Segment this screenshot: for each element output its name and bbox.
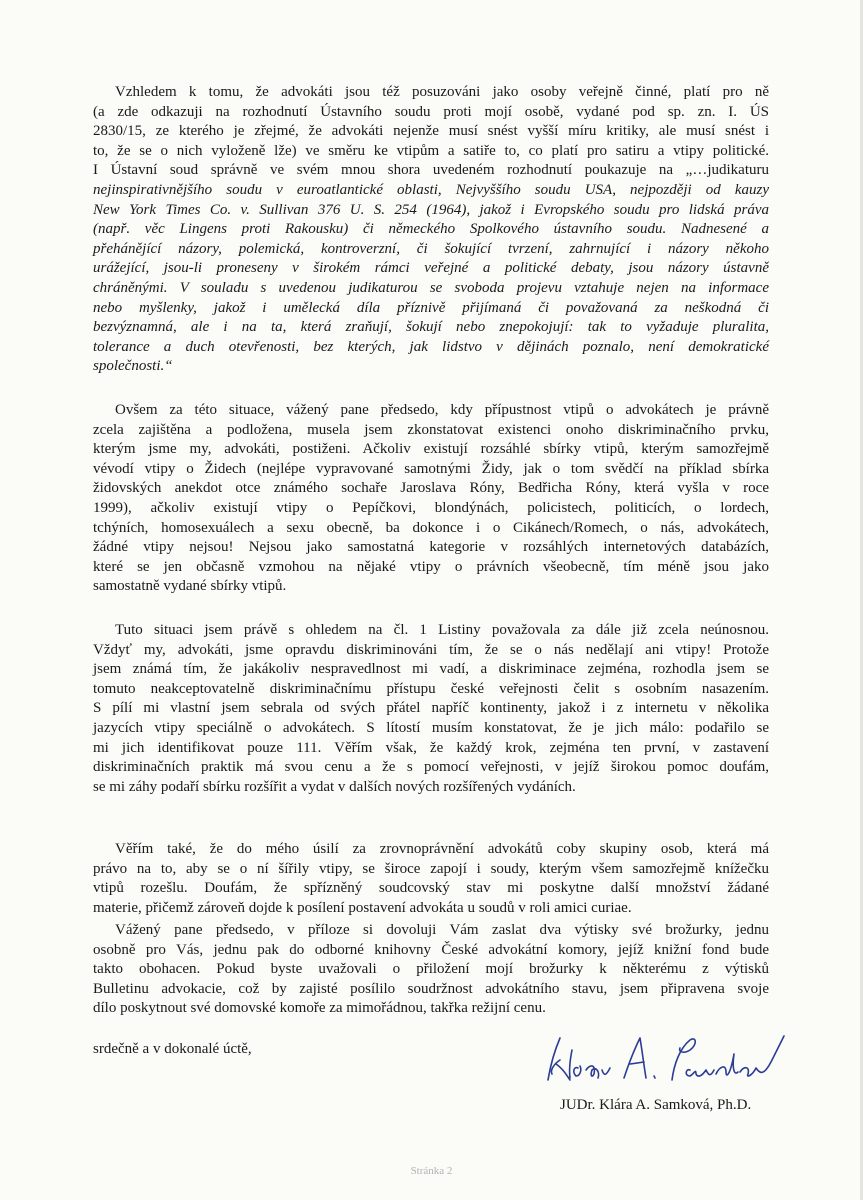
text-line: nebo myšlenky, jakož i umělecká díla příznivě přijímaná či považovaná za neškodná či [93,299,769,316]
text-line: Tuto situaci jsem právě s ohledem na čl. 1 Listiny považovala za dále již zcela neúnosnou. [115,622,769,638]
text-line: New York Times Co. v. Sullivan 376 U. S. 254 (1964), jakož i Evropského soudu pro lidská práva [93,201,769,218]
paragraph-request [93,921,769,1019]
paragraph-discrimination [93,401,769,597]
text-line: jazycích vtipy speciálně o advokátech. S lítostí musím konstatovat, že je jich málo: podařilo se [93,719,769,736]
text-line: tomuto neakceptovatelně diskriminačnímu přístupu české veřejnosti čelit s osobním nasazením. [93,680,769,697]
text-line: 2830/15, ze kterého je zřejmé, že advokáti nejenže musí snést vyšší míru kritiky, ale musí snést i [93,123,769,140]
text-line: to, že se o nich vyloženě lže) ve směru ke vtipům a satiře to, co platí pro satiru a vtipy politické. [93,142,769,159]
text-line: Vždyť my, advokáti, jsme opravdu diskriminováni tím, že se o nás nedělají ani vtipy! Protože [93,641,769,658]
text-line: Ovšem za této situace, vážený pane předsedo, kdy přípustnost vtipů o advokátech je právně [115,402,769,418]
text-line: Vážený pane předsedo, v příloze si dovoluji Vám zaslat dva výtisky své brožurky, jednu [115,922,769,938]
text-line: bezvýznamná, ale i na ta, která zraňují, šokují nebo znepokojují: tak to vyžaduje pluralita, [93,319,769,336]
text-line: nejinspirativnějšího soudu v euroatlantické oblasti, Nejvyššího soudu USA, nejpozději od kauzy [93,181,769,198]
text-line: (např. věc Lingens proti Rakousku) či německého Spolkového ústavního soudu. Nadnesené a [93,221,769,238]
text-line: samostatně vydané sbírky vtipů. [93,578,287,595]
text-line: kterým jsme my, advokáti, postiženi. Ačkoliv existují rozsáhlé sbírky vtipů, kterým samozřejmě [93,441,769,458]
text-line: I Ústavní soud správně ve svém mnou shora uvedeném rozhodnutí poukazuje na „…judikaturu [93,162,769,179]
handwritten-signature [540,1030,800,1092]
paragraph-jurisprudence [93,83,769,377]
text-line: zcela zajištěna a podložena, musela jsem zkonstatovat existenci onoho diskriminačního prvku, [93,421,769,438]
text-line: které se jen občasně vzmohou na nějaké vtipy o právních všeobecně, tím méně jsou jako [93,558,769,575]
text-line: takto obohacen. Pokud byste uvažovali o přiložení mojí brožurky k některému z výtisků [93,961,769,978]
text-line: vévodí vtipy o Židech (nejlépe vypravované samotnými Židy, jak o tom svědčí na příklad sbírka [93,460,769,477]
signer-name: JUDr. Klára A. Samková, Ph.D. [560,1097,752,1113]
text-line: chráněnými. V souladu s uvedenou judikaturou se svoboda projevu vztahuje nejen na informace [93,279,769,296]
text-line: se mi záhy podaří sbírku rozšířit a vydat v dalších nových rozšířených vydáních. [93,778,576,795]
text-line: Věřím také, že do mého úsilí za zrovnoprávnění advokátů coby skupiny osob, která má [115,841,769,857]
text-line: (a zde odkazuji na rozhodnutí Ústavního soudu proti mojí osobě, vydané pod sp. zn. I. ÚS [93,103,769,120]
text-line: diskriminačních praktik má svou cenu a že s pomocí veřejnosti, v jejíž širokou pomoc doufám, [93,759,769,776]
text-line: osobně pro Vás, jednu pak do odborné knihovny České advokátní komory, jejíž knižní fond bude [93,941,769,958]
text-line: dílo poskytnout své domovské komoře za mimořádnou, takřka režijní cenu. [93,1000,546,1017]
text-line: Bulletinu advokacie, což by zajisté posílilo soudržnost advokátního stavu, jsem připravena svoje [93,980,769,997]
text-line: tchýních, homosexuálech a sexu obecně, ba dokonce i o Cikánech/Romech, o nás, advokátech, [93,519,769,536]
text-line: 1999), ačkoliv existují vtipy o Pepíčkovi, blondýnách, policistech, politicích, o lordech, [93,499,769,516]
text-line: materie, přičemž zároveň dojde k posílení postavení advokáta u soudů v roli amici curiae. [93,899,632,916]
text-line: Vzhledem k tomu, že advokáti jsou též posuzováni jako osoby veřejně činné, platí pro ně [115,84,769,100]
closing-salutation: srdečně a v dokonalé úctě, [93,1041,252,1057]
text-line: společnosti.“ [93,358,173,375]
paragraph-collection [93,621,769,797]
text-line: vtipů rozešlu. Doufám, že spřízněný soudcovský stav mi poskytne další množství žádané [93,880,769,897]
text-line: žádné vtipy nejsou! Nejsou jako samostatná kategorie v rozsáhlých internetových databázích, [93,539,769,556]
text-line: židovských anekdot otce známého sochaře Jaroslava Róny, Bedřicha Róny, která vyšla v roce [93,480,769,497]
text-line: přehánějící názory, polemická, kontroverzní, či šokující tvrzení, zahrnující i názory někoho [93,240,769,257]
text-line: tolerance a duch otevřenosti, bez kterých, jak lidstvo v dějinách poznalo, není demokratické [93,338,769,355]
text-line: S pílí mi vlastní jsem sebrala od svých přátel napříč kontinenty, jakož i z internetu v několika [93,700,769,717]
text-line: urážející, jsou-li proneseny v širokém rámci veřejné a politické debaty, jsou názory ústavně [93,260,769,277]
text-line: mi jich identifikovat pouze 111. Věřím však, že každý krok, zejména ten první, v zastavení [93,739,769,756]
text-line: právo na to, aby se o ní šířily vtipy, se široce zapojí i soudy, kterým všem samozřejmě knížečku [93,860,769,877]
page-number: Stránka 2 [410,1165,453,1177]
text-line: jsem známá tím, že jakákoliv nespravedlnost mi vadí, a diskriminace zejména, rozhodla jsem se [93,661,769,678]
paragraph-courts [93,840,769,918]
